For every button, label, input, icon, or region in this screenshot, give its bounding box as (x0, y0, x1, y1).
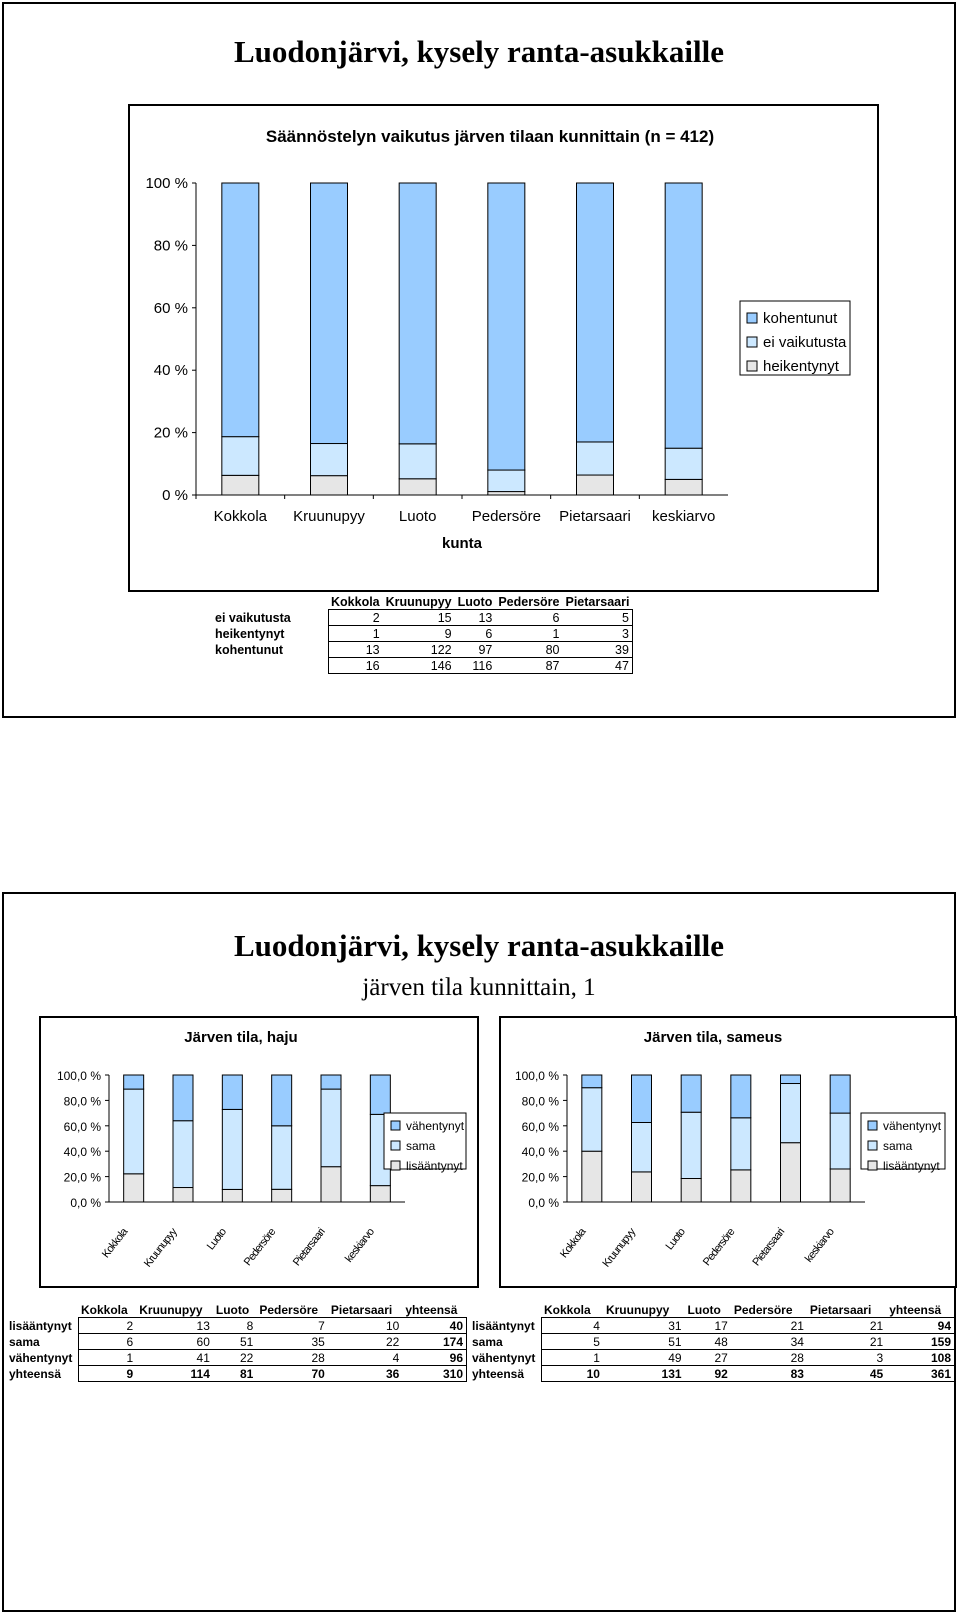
table-row-label: ei vaikutusta (215, 610, 291, 625)
legend-swatch (391, 1141, 400, 1150)
table-cell: 31 (603, 1318, 685, 1334)
table-cell: 83 (731, 1366, 807, 1382)
table-row-label: lisääntynyt (472, 1318, 535, 1333)
table-cell: 34 (731, 1334, 807, 1350)
table-cell: 27 (685, 1350, 731, 1366)
y-tick-label: 40,0 % (63, 1145, 101, 1160)
table-cell: 361 (886, 1366, 954, 1382)
table-header-row (212, 594, 632, 610)
bar-segment (321, 1089, 341, 1167)
bar-segment (124, 1089, 144, 1174)
table-header-cell: Pedersöre (498, 594, 560, 609)
table-row (469, 1318, 955, 1334)
table-row (6, 1366, 467, 1382)
bar-segment (830, 1169, 850, 1202)
table-row-label: sama (9, 1334, 40, 1349)
bar-segment (577, 183, 614, 442)
table-cell: 159 (886, 1334, 954, 1350)
x-tick-label: Luoto (204, 1226, 229, 1253)
x-tick-label: Kokkola (99, 1226, 131, 1261)
table-cell: 28 (731, 1350, 807, 1366)
table-header-cell: yhteensä (405, 1302, 458, 1317)
table-header-cell: Pietarsaari (809, 1302, 872, 1317)
table-cell: 9 (383, 626, 455, 642)
bar-segment (488, 492, 525, 495)
table-cell: 49 (603, 1350, 685, 1366)
y-tick-label: 80,0 % (63, 1094, 101, 1109)
bar-segment (272, 1075, 292, 1126)
bar-segment (399, 183, 436, 444)
table-row-label: vähentynyt (9, 1350, 73, 1365)
bar-segment (781, 1143, 801, 1202)
x-tick-label: Pietarsaari (750, 1226, 787, 1269)
table-header-row (6, 1302, 467, 1318)
table-row (212, 658, 632, 674)
y-tick-label: 0 % (162, 487, 188, 504)
y-tick-label: 60,0 % (521, 1119, 559, 1134)
table-header-cell: Pedersöre (733, 1302, 793, 1317)
bar-segment (173, 1075, 193, 1121)
legend-swatch (747, 361, 757, 371)
chart-1-svg (130, 106, 877, 590)
table-cell: 4 (541, 1318, 603, 1334)
legend-label: heikentynyt (763, 358, 839, 375)
table-cell: 7 (256, 1318, 328, 1334)
chart-sameus-svg (501, 1018, 955, 1286)
chart-haju-title: Järven tila, haju (184, 1029, 298, 1046)
table-cell: 94 (886, 1318, 954, 1334)
table-cell: 114 (136, 1366, 213, 1382)
table-header-cell: Pietarsaari (565, 594, 630, 609)
table-cell: 5 (563, 610, 633, 626)
table-cell: 4 (328, 1350, 402, 1366)
table-cell: 13 (455, 610, 496, 626)
legend-label: kohentunut (763, 310, 838, 327)
table-cell: 15 (383, 610, 455, 626)
bar-segment (370, 1075, 390, 1114)
x-tick-label: Kokkola (213, 508, 268, 525)
bar-segment (665, 183, 702, 448)
table-cell: 51 (603, 1334, 685, 1350)
bar-segment (731, 1075, 751, 1118)
table-cell: 13 (136, 1318, 213, 1334)
y-tick-label: 20,0 % (521, 1170, 559, 1185)
table-cell: 97 (455, 642, 496, 658)
y-tick-label: 60,0 % (63, 1119, 101, 1134)
table-cell: 174 (402, 1334, 466, 1350)
bar-segment (311, 183, 348, 444)
table-header-cell: Kokkola (81, 1302, 128, 1317)
bar-segment (311, 476, 348, 495)
table-cell: 1 (328, 626, 383, 642)
table-cell: 6 (495, 610, 562, 626)
table-cell: 21 (731, 1318, 807, 1334)
table-cell: 2 (78, 1318, 136, 1334)
bar-segment (488, 470, 525, 492)
y-tick-label: 80 % (153, 237, 188, 255)
table-cell: 48 (685, 1334, 731, 1350)
table-cell: 87 (495, 658, 562, 674)
table-cell: 3 (807, 1350, 886, 1366)
table-row (469, 1366, 955, 1382)
bar-segment (399, 444, 436, 479)
table-row-label: yhteensä (472, 1366, 525, 1381)
table-cell: 81 (213, 1366, 256, 1382)
table-header-cell: Kruunupyy (385, 594, 452, 609)
table-row (212, 642, 632, 658)
table-row-label: lisääntynyt (9, 1318, 72, 1333)
table-cell: 41 (136, 1350, 213, 1366)
table-header-cell: Pietarsaari (330, 1302, 393, 1317)
legend-swatch (391, 1121, 400, 1130)
y-tick-label: 100 % (145, 175, 188, 192)
table-cell: 3 (563, 626, 633, 642)
table-row (469, 1350, 955, 1366)
chart-1-title: Säännöstelyn vaikutus järven tilaan kunnittain (n = 412) (265, 127, 715, 146)
x-tick-label: Pedersöre (241, 1226, 279, 1269)
table-cell: 80 (495, 642, 562, 658)
bar-segment (222, 1189, 242, 1202)
x-tick-label: keskiarvo (343, 1226, 377, 1265)
legend-label: sama (406, 1139, 436, 1153)
table-header-cell: yhteensä (889, 1302, 942, 1317)
bar-segment (681, 1179, 701, 1202)
y-tick-label: 20 % (153, 424, 188, 442)
table-cell: 116 (455, 658, 496, 674)
table-cell: 22 (328, 1334, 402, 1350)
table-cell: 10 (328, 1318, 402, 1334)
y-tick-label: 60 % (153, 299, 188, 317)
bar-segment (632, 1075, 652, 1122)
table-header-row (469, 1302, 955, 1318)
table-row (6, 1318, 467, 1334)
bar-segment (321, 1167, 341, 1202)
table-corner-cell (212, 594, 328, 610)
table-cell: 146 (383, 658, 455, 674)
legend-swatch (868, 1141, 877, 1150)
y-tick-label: 0,0 % (70, 1196, 101, 1210)
slide-2-subtitle: järven tila kunnittain, 1 (362, 974, 596, 1001)
bar-segment (124, 1174, 144, 1202)
y-tick-label: 100,0 % (56, 1069, 101, 1083)
table-header-cell: Luoto (687, 1302, 721, 1317)
legend-swatch (747, 337, 757, 347)
slide-1-data-table (212, 594, 633, 674)
table-cell: 5 (541, 1334, 603, 1350)
table-cell: 39 (563, 642, 633, 658)
table-cell: 10 (541, 1366, 603, 1382)
table-cell: 1 (78, 1350, 136, 1366)
table-cell: 6 (455, 626, 496, 642)
table-cell: 22 (213, 1350, 256, 1366)
table-cell: 92 (685, 1366, 731, 1382)
chart-1-frame (128, 104, 879, 592)
bar-segment (681, 1075, 701, 1112)
table-cell: 310 (402, 1366, 466, 1382)
table-corner-cell (469, 1302, 541, 1318)
x-tick-label: Pietarsaari (290, 1226, 328, 1269)
bar-segment (222, 1075, 242, 1109)
bar-segment (577, 475, 614, 495)
bar-segment (222, 475, 259, 495)
table-header-cell: Kruunupyy (139, 1302, 203, 1317)
table-cell: 28 (256, 1350, 328, 1366)
bar-segment (582, 1075, 602, 1088)
table-cell: 13 (328, 642, 383, 658)
legend-swatch (391, 1161, 400, 1170)
table-cell: 35 (256, 1334, 328, 1350)
table-cell: 36 (328, 1366, 402, 1382)
table-cell: 16 (328, 658, 383, 674)
chart-1-xlabel: kunta (441, 535, 483, 552)
bar-segment (582, 1151, 602, 1202)
table-row-label: sama (472, 1334, 503, 1349)
table-cell: 70 (256, 1366, 328, 1382)
bar-segment (222, 437, 259, 476)
slide-1 (2, 2, 956, 718)
table-cell: 6 (78, 1334, 136, 1350)
table-cell: 17 (685, 1318, 731, 1334)
x-tick-label: Luoto (663, 1226, 688, 1253)
table-cell: 96 (402, 1350, 466, 1366)
table-row-label: yhteensä (9, 1366, 62, 1381)
bar-segment (577, 442, 614, 475)
x-tick-label: keskiarvo (802, 1226, 837, 1265)
table-cell: 21 (807, 1334, 886, 1350)
table-row-label: vähentynyt (472, 1350, 536, 1365)
x-tick-label: Pedersöre (700, 1226, 738, 1269)
table-header-cell: Kokkola (544, 1302, 591, 1317)
x-tick-label: Pietarsaari (559, 508, 631, 525)
slide-1-title: Luodonjärvi, kysely ranta-asukkaille (233, 34, 725, 69)
x-tick-label: Kokkola (558, 1226, 589, 1261)
table-cell: 21 (807, 1318, 886, 1334)
legend-label: lisääntynyt (883, 1159, 940, 1173)
legend-label: lisääntynyt (406, 1159, 463, 1173)
bar-segment (665, 479, 702, 495)
bar-segment (781, 1075, 801, 1084)
table-cell: 40 (402, 1318, 466, 1334)
y-tick-label: 40 % (153, 362, 188, 380)
table-cell: 131 (603, 1366, 685, 1382)
slide-2-title: Luodonjärvi, kysely ranta-asukkaille (233, 928, 725, 963)
y-tick-label: 0,0 % (528, 1196, 559, 1210)
table-row (212, 626, 632, 642)
legend-label: ei vaikutusta (763, 334, 847, 351)
chart-haju-frame (39, 1016, 479, 1288)
x-tick-label: Kruunupyy (141, 1226, 180, 1270)
x-tick-label: Kruunupyy (600, 1226, 638, 1270)
bar-segment (731, 1118, 751, 1170)
legend-label: sama (883, 1139, 913, 1153)
haju-data-table (6, 1302, 467, 1382)
bar-segment (272, 1189, 292, 1202)
bar-segment (370, 1186, 390, 1202)
table-header-cell: Kokkola (331, 594, 380, 609)
table-header-cell: Luoto (457, 594, 493, 609)
table-row (469, 1334, 955, 1350)
legend-label: vähentynyt (406, 1119, 465, 1133)
bar-segment (124, 1075, 144, 1089)
bar-segment (830, 1075, 850, 1113)
table-row (6, 1350, 467, 1366)
bar-segment (399, 479, 436, 495)
legend-label: vähentynyt (883, 1119, 942, 1133)
table-header-cell: Luoto (215, 1302, 250, 1317)
table-cell: 1 (495, 626, 562, 642)
x-tick-label: Kruunupyy (293, 508, 365, 525)
x-tick-label: keskiarvo (651, 508, 716, 525)
table-header-cell: Kruunupyy (605, 1302, 670, 1317)
bar-segment (173, 1121, 193, 1188)
table-cell: 8 (213, 1318, 256, 1334)
table-row-label: kohentunut (215, 642, 284, 657)
table-header-cell: Pedersöre (259, 1302, 319, 1317)
bar-segment (632, 1172, 652, 1202)
table-row (6, 1334, 467, 1350)
table-cell: 51 (213, 1334, 256, 1350)
bar-segment (321, 1075, 341, 1089)
table-row-label (212, 658, 328, 674)
table-cell: 1 (541, 1350, 603, 1366)
bar-segment (222, 183, 259, 437)
table-row-label: heikentynyt (215, 626, 285, 641)
table-cell: 47 (563, 658, 633, 674)
bar-segment (272, 1126, 292, 1190)
table-corner-cell (6, 1302, 78, 1318)
legend-swatch (868, 1161, 877, 1170)
bar-segment (173, 1188, 193, 1202)
bar-segment (311, 444, 348, 476)
table-cell: 60 (136, 1334, 213, 1350)
table-cell: 45 (807, 1366, 886, 1382)
bar-segment (731, 1170, 751, 1202)
sameus-data-table (469, 1302, 955, 1382)
bar-segment (632, 1122, 652, 1171)
slide-2 (2, 892, 956, 1612)
bar-segment (488, 183, 525, 470)
table-cell: 2 (328, 610, 383, 626)
bar-segment (665, 448, 702, 479)
x-tick-label: Luoto (398, 508, 437, 525)
legend-swatch (747, 313, 757, 323)
bar-segment (830, 1113, 850, 1169)
legend-swatch (868, 1121, 877, 1130)
y-tick-label: 40,0 % (521, 1145, 559, 1160)
table-cell: 122 (383, 642, 455, 658)
bar-segment (582, 1088, 602, 1152)
bar-segment (681, 1112, 701, 1178)
chart-haju-svg (41, 1018, 477, 1286)
bar-segment (781, 1084, 801, 1143)
table-cell: 108 (886, 1350, 954, 1366)
y-tick-label: 100,0 % (514, 1069, 559, 1083)
y-tick-label: 20,0 % (63, 1170, 101, 1185)
y-tick-label: 80,0 % (521, 1094, 559, 1109)
chart-sameus-frame (499, 1016, 957, 1288)
x-tick-label: Pedersöre (471, 508, 541, 525)
chart-sameus-title: Järven tila, sameus (643, 1029, 783, 1046)
bar-segment (222, 1109, 242, 1189)
table-row (212, 610, 632, 626)
table-cell: 9 (78, 1366, 136, 1382)
